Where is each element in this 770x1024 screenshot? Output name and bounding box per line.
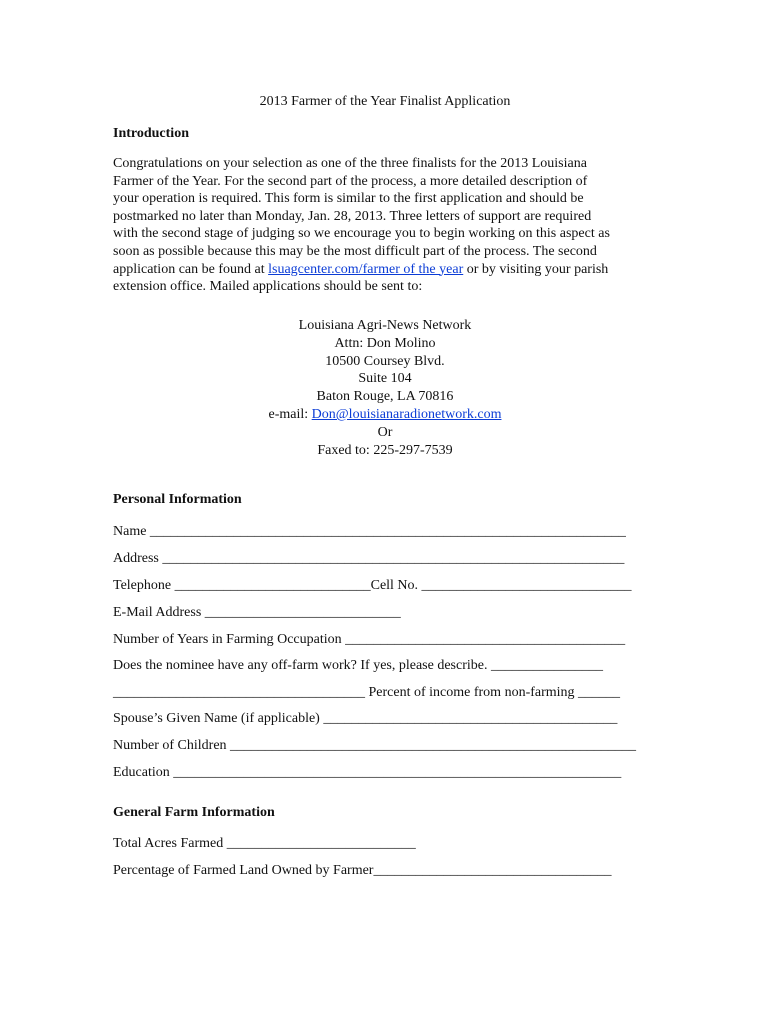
personal-info-heading: Personal Information: [113, 492, 242, 507]
education-field[interactable]: Education ________________________________________________________________: [113, 765, 622, 780]
farm-info-heading: General Farm Information: [113, 805, 275, 820]
address-attn: Attn: Don Molino: [334, 335, 436, 351]
telephone-cell-field[interactable]: Telephone ____________________________Cell No. ______________________________: [113, 578, 632, 593]
intro-line: with the second stage of judging so we encourage you to begin working on this aspect as: [113, 226, 610, 242]
address-city: Baton Rouge, LA 70816: [316, 389, 454, 405]
non-farming-income-field[interactable]: ____________________________________ Percent of income from non-farming ______: [113, 685, 621, 700]
intro-line: your operation is required. This form is similar to the first application and should be: [113, 191, 584, 207]
intro-line: soon as possible because this may be the most difficult part of the process. The second: [113, 243, 597, 259]
land-owned-percentage-field[interactable]: Percentage of Farmed Land Owned by Farmer__________________________________: [113, 863, 612, 878]
farmer-of-year-link[interactable]: lsuagcenter.com/farmer of the year: [268, 261, 464, 277]
years-farming-field[interactable]: Number of Years in Farming Occupation ________________________________________: [113, 632, 626, 647]
name-field[interactable]: Name ____________________________________________________________________: [113, 524, 626, 539]
address-email-line: [0, 406, 770, 424]
spouse-name-field[interactable]: Spouse’s Given Name (if applicable) __________________________________________: [113, 711, 618, 726]
email-label: e-mail:: [268, 406, 312, 422]
intro-heading: Introduction: [113, 126, 189, 141]
address-suite: Suite 104: [358, 371, 412, 387]
intro-line-with-link: [113, 261, 658, 279]
address-street: 10500 Coursey Blvd.: [325, 353, 445, 369]
email-link[interactable]: Don@louisianaradionetwork.com: [311, 406, 502, 422]
page-title: 2013 Farmer of the Year Finalist Application: [259, 94, 511, 109]
intro-link-suffix: or by visiting your parish: [463, 261, 609, 277]
intro-line: extension office. Mailed applications should be sent to:: [113, 279, 423, 295]
intro-paragraph: [113, 155, 658, 296]
address-org: Louisiana Agri-News Network: [298, 318, 472, 333]
number-children-field[interactable]: Number of Children __________________________________________________________: [113, 738, 637, 753]
address-or: Or: [377, 424, 393, 440]
address-fax: Faxed to: 225-297-7539: [317, 442, 453, 458]
intro-line: postmarked no later than Monday, Jan. 28, 2013. Three letters of support are required: [113, 208, 592, 224]
mailing-address: [0, 317, 770, 459]
off-farm-work-field[interactable]: Does the nominee have any off-farm work? If yes, please describe. ________________: [113, 658, 603, 673]
intro-line: Congratulations on your selection as one of the three finalists for the 2013 Louisiana: [113, 156, 587, 171]
intro-link-prefix: application can be found at: [113, 261, 269, 277]
intro-line: Farmer of the Year. For the second part of the process, a more detailed description of: [113, 173, 588, 189]
total-acres-field[interactable]: Total Acres Farmed ___________________________: [113, 836, 416, 851]
address-field[interactable]: Address __________________________________________________________________: [113, 551, 625, 566]
email-field[interactable]: E-Mail Address ____________________________: [113, 605, 401, 620]
